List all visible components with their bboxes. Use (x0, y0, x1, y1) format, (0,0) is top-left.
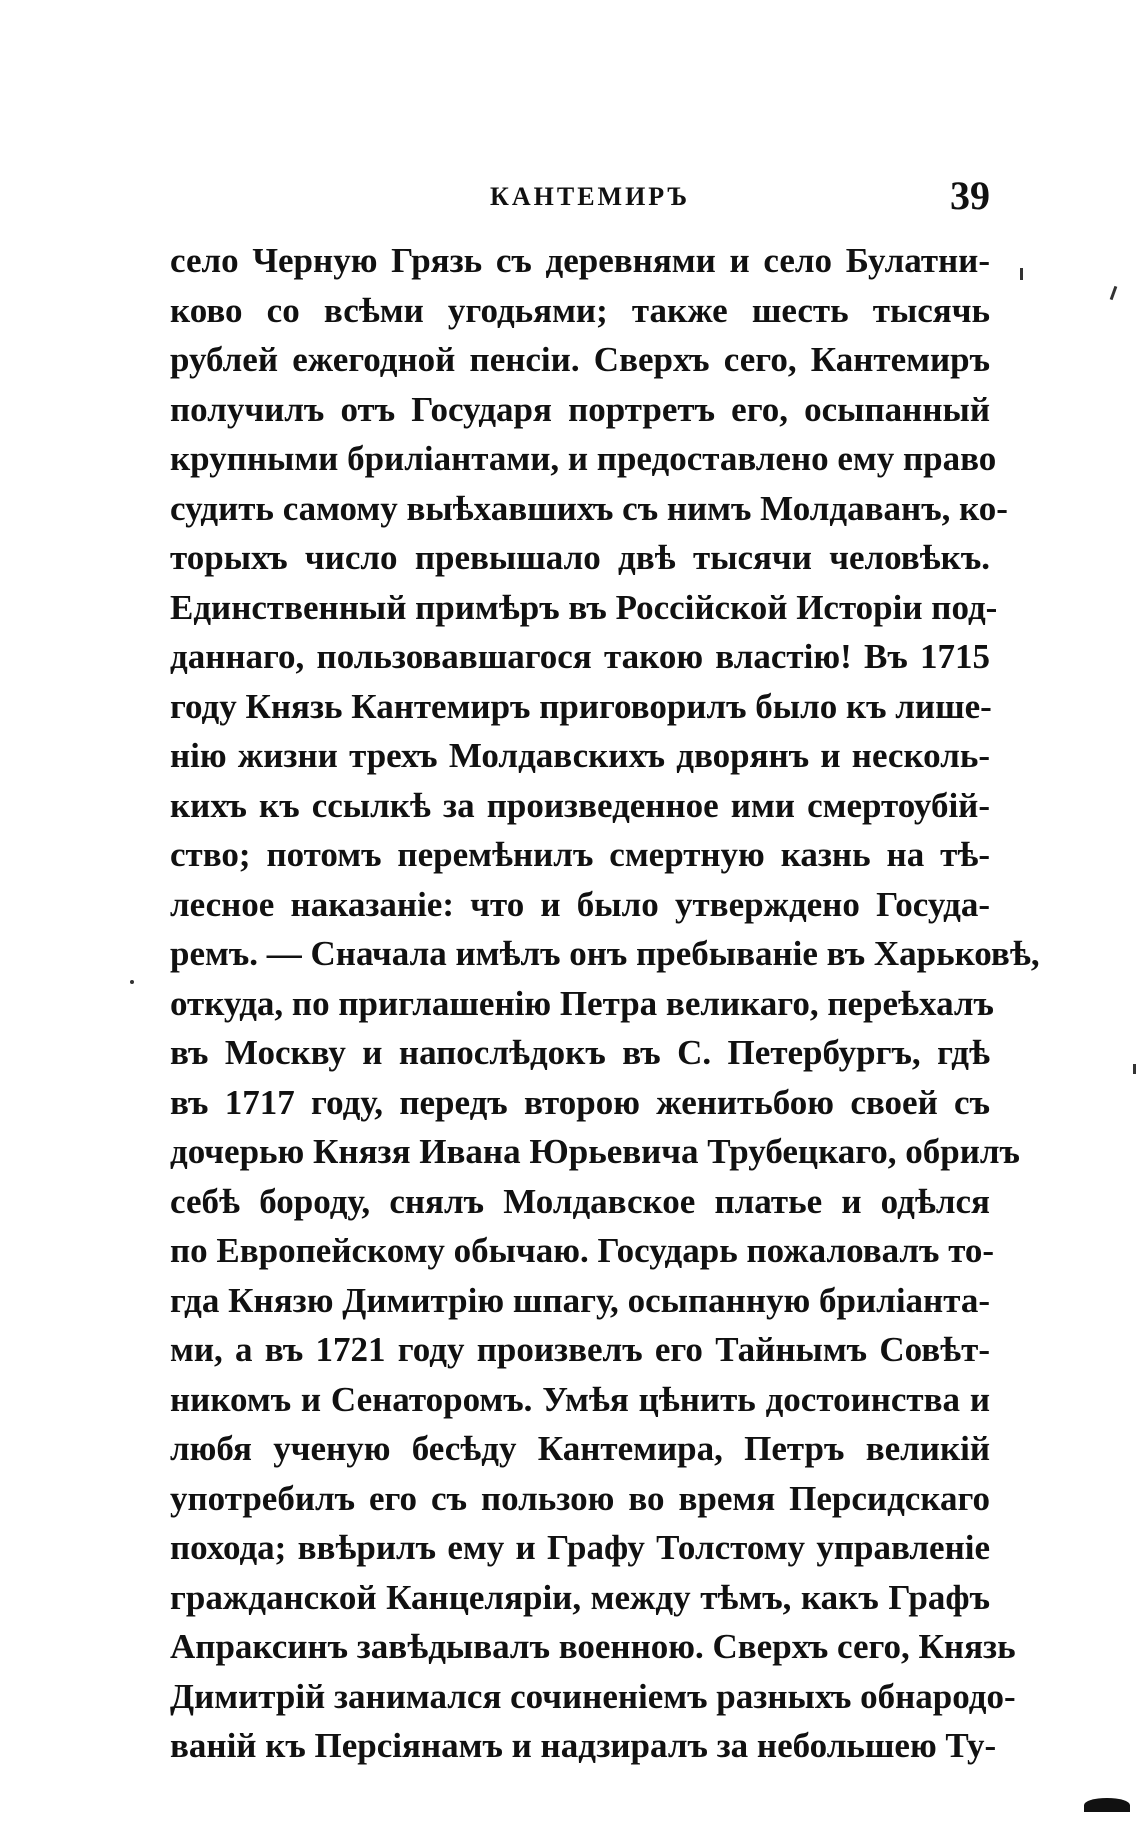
scan-mark (1133, 1064, 1136, 1074)
text-line: судить самому выѣхавшихъ съ нимъ Молдаванъ, ко- (170, 488, 1008, 528)
text-line: даннаго, пользовавшагося такою властію! Въ 1715 (170, 637, 990, 676)
scan-mark (130, 980, 134, 984)
text-line: употребилъ его съ пользою во время Персидскаго (170, 1478, 990, 1518)
text-line: рублей ежегодной пенсіи. Сверхъ сего, Кантемиръ (170, 340, 990, 379)
scan-mark (1020, 268, 1023, 280)
text-line: ково со всѣми угодьями; также шесть тысячь (170, 290, 990, 330)
text-line: ваній къ Персіянамъ и надзиралъ за небольшею Ту- (170, 1726, 997, 1765)
running-head: КАНТЕМИРЪ (490, 182, 691, 211)
text-line: любя ученую бесѣду Кантемира, Петръ великій (170, 1429, 990, 1468)
text-line: никомъ и Сенаторомъ. Умѣя цѣнить достоинства и (170, 1379, 990, 1419)
page-header (170, 173, 990, 222)
page-number: 39 (950, 173, 990, 218)
scan-smudge (1084, 1798, 1130, 1812)
text-line: гда Князю Димитрію шпагу, осыпанную бриліанта- (170, 1280, 990, 1320)
text-line: дочерью Князя Ивана Юрьевича Трубецкаго, обрилъ (170, 1132, 1020, 1171)
text-line: въ Москву и напослѣдокъ въ С. Петербургъ, гдѣ (170, 1033, 990, 1072)
text-line: крупными бриліантами, и предоставлено ему право (170, 439, 997, 478)
text-line: Единственный примѣръ въ Россійской Исторіи под- (170, 587, 998, 627)
text-line: Апраксинъ завѣдывалъ военною. Сверхъ сего, Князь (170, 1627, 1016, 1666)
text-line: ремъ. — Сначала имѣлъ онъ пребываніе въ Харьковѣ, (170, 934, 1040, 973)
text-line: по Европейскому обычаю. Государь пожаловалъ то- (170, 1231, 995, 1270)
text-line: лесное наказаніе: что и было утверждено Госуда- (170, 884, 990, 924)
text-line: гражданской Канцеляріи, между тѣмъ, какъ Графъ (170, 1577, 990, 1617)
text-line: ми, а въ 1721 году произвелъ его Тайнымъ Совѣт- (170, 1330, 990, 1369)
text-line: откуда, по приглашенію Петра великаго, переѣхалъ (170, 983, 994, 1023)
text-line: ство; потомъ перемѣнилъ смертную казнь на тѣ- (170, 835, 990, 874)
text-line: въ 1717 году, передъ второю женитьбою своей съ (170, 1082, 990, 1122)
body-text (170, 236, 1040, 1771)
text-line: торыхъ число превышало двѣ тысячи человѣкъ. (170, 538, 990, 577)
scan-mark (1110, 286, 1118, 300)
text-line: Димитрій занимался сочиненіемъ разныхъ обнародо- (170, 1676, 1016, 1716)
text-line: получилъ отъ Государя портретъ его, осыпанный (170, 389, 990, 429)
text-line: себѣ бороду, снялъ Молдавское платье и одѣлся (170, 1181, 990, 1221)
text-line: село Черную Грязь съ деревнями и село Булатни- (170, 241, 990, 280)
text-line: похода; ввѣрилъ ему и Графу Толстому управленіе (170, 1528, 990, 1567)
text-line: нію жизни трехъ Молдавскихъ дворянъ и несколь- (170, 736, 990, 775)
text-line: году Князь Кантемиръ приговорилъ было къ лише- (170, 686, 992, 726)
text-line: кихъ къ ссылкѣ за произведенное ими смертоубій- (170, 785, 990, 825)
